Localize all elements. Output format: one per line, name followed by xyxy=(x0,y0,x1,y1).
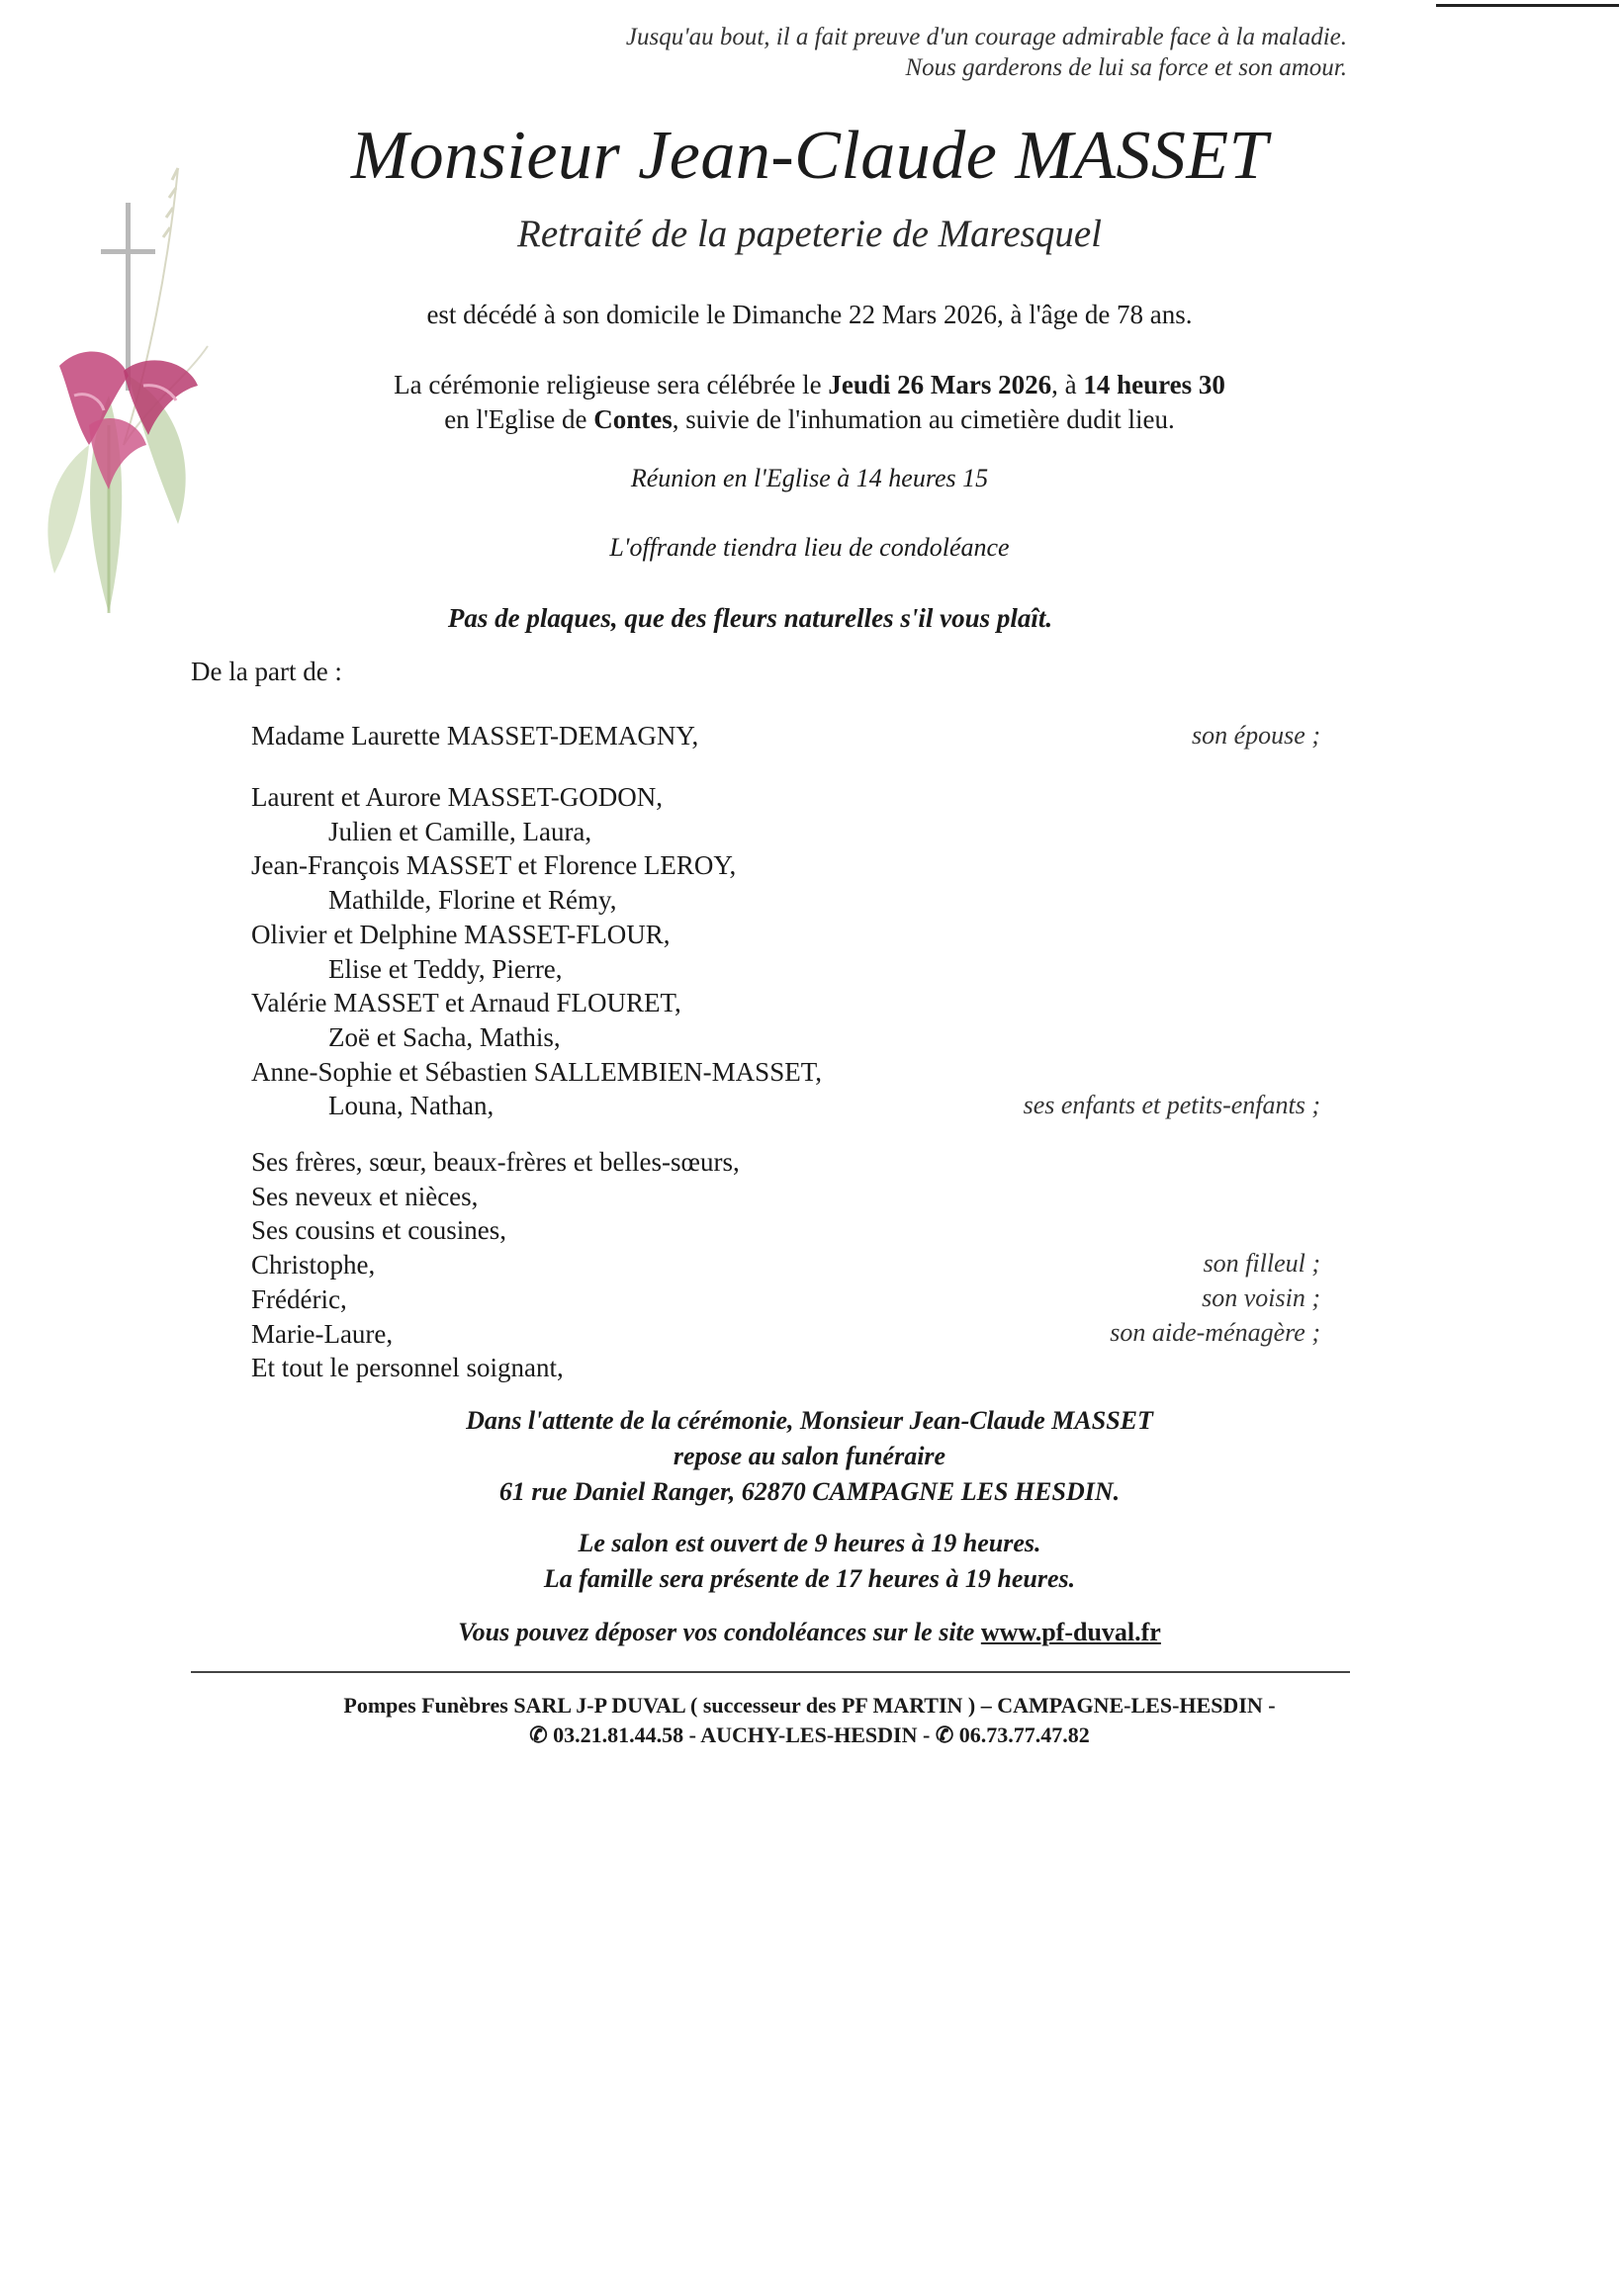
grandchildren-entry: Elise et Teddy, Pierre, xyxy=(328,954,563,984)
grandchildren-entry: Julien et Camille, Laura, xyxy=(328,817,592,846)
ceremony-place-suffix: , suivie de l'inhumation au cimetière dudit lieu. xyxy=(672,404,1175,434)
footer-line-2 xyxy=(0,1722,1619,1748)
offrande-text: L'offrande tiendra lieu de condoléance xyxy=(609,533,1010,562)
subtitle-profession: Retraité de la papeterie de Maresquel xyxy=(517,213,1102,255)
phone-icon: ✆ xyxy=(529,1722,548,1747)
quote-line-2: Nous garderons de lui sa force et son amour. xyxy=(905,54,1347,81)
condoleances-line xyxy=(0,1618,1619,1647)
grandchildren-entry: Zoë et Sacha, Mathis, xyxy=(328,1022,561,1052)
death-announcement: est décédé à son domicile le Dimanche 22 Mars 2026, à l'âge de 78 ans. xyxy=(426,300,1193,329)
condoleances-text: Vous pouvez déposer vos condoléances sur le site xyxy=(458,1618,981,1646)
child-entry: Olivier et Delphine MASSET-FLOUR, xyxy=(251,920,671,949)
grandchildren-entry: Mathilde, Florine et Rémy, xyxy=(328,885,617,915)
de-la-part-label: De la part de : xyxy=(191,657,342,686)
ceremony-line-1 xyxy=(0,370,1619,400)
footer-line-1: Pompes Funèbres SARL J-P DUVAL ( successeur des PF MARTIN ) – CAMPAGNE-LES-HESDIN - xyxy=(343,1693,1276,1718)
spouse-role: son épouse ; xyxy=(1192,721,1320,750)
relative-entry: Ses cousins et cousines, xyxy=(251,1215,506,1245)
relative-entry: Ses frères, sœur, beaux-frères et belles-sœurs, xyxy=(251,1147,740,1177)
child-entry: Laurent et Aurore MASSET-GODON, xyxy=(251,782,663,812)
quote-line-1: Jusqu'au bout, il a fait preuve d'un courage admirable face à la maladie. xyxy=(625,24,1347,50)
plaques-text: Pas de plaques, que des fleurs naturelles s'il vous plaît. xyxy=(447,603,1053,633)
salon-line-2: repose au salon funéraire xyxy=(673,1442,946,1470)
child-entry: Valérie MASSET et Arnaud FLOURET, xyxy=(251,988,681,1017)
ceremony-mid: , à xyxy=(1051,370,1084,399)
role-filleul: son filleul ; xyxy=(1203,1249,1320,1278)
child-entry: Jean-François MASSET et Florence LEROY, xyxy=(251,850,737,880)
relative-entry: Frédéric, xyxy=(251,1284,347,1314)
salon-line-4: Le salon est ouvert de 9 heures à 19 heures. xyxy=(578,1529,1041,1557)
salon-line-5: La famille sera présente de 17 heures à 19 heures. xyxy=(543,1564,1076,1593)
role-aide-menagere: son aide-ménagère ; xyxy=(1110,1318,1320,1347)
ceremony-line-2 xyxy=(0,404,1619,435)
footer-auchy: - AUCHY-LES-HESDIN - xyxy=(683,1722,936,1747)
relative-entry: Ses neveux et nièces, xyxy=(251,1182,479,1211)
ceremony-prefix: La cérémonie religieuse sera célébrée le xyxy=(394,370,829,399)
ceremony-hour: 14 heures 30 xyxy=(1083,370,1225,399)
phone-icon: ✆ xyxy=(935,1722,954,1747)
child-entry: Anne-Sophie et Sébastien SALLEMBIEN-MASSET, xyxy=(251,1057,822,1087)
children-role: ses enfants et petits-enfants ; xyxy=(1023,1091,1320,1119)
salon-line-3: 61 rue Daniel Ranger, 62870 CAMPAGNE LES HESDIN. xyxy=(498,1477,1121,1506)
website-link[interactable]: www.pf-duval.fr xyxy=(980,1618,1161,1646)
relative-entry: Et tout le personnel soignant, xyxy=(251,1353,564,1382)
relative-entry: Christophe, xyxy=(251,1250,376,1280)
phone-number-2[interactable]: 06.73.77.47.82 xyxy=(958,1722,1090,1747)
grandchildren-entry: Louna, Nathan, xyxy=(328,1091,495,1120)
phone-number-1[interactable]: 03.21.81.44.58 xyxy=(553,1722,684,1747)
ceremony-place-prefix: en l'Eglise de xyxy=(444,404,594,434)
footer-divider xyxy=(191,1671,1350,1673)
top-border-line xyxy=(1436,4,1619,7)
deceased-name-title: Monsieur Jean-Claude MASSET xyxy=(350,118,1269,194)
relative-entry: Marie-Laure, xyxy=(251,1319,394,1349)
reunion-text: Réunion en l'Eglise à 14 heures 15 xyxy=(630,464,989,492)
spouse-name: Madame Laurette MASSET-DEMAGNY, xyxy=(251,721,699,751)
role-voisin: son voisin ; xyxy=(1202,1283,1320,1312)
salon-line-1: Dans l'attente de la cérémonie, Monsieur Jean-Claude MASSET xyxy=(466,1406,1153,1435)
ceremony-place: Contes xyxy=(593,404,673,434)
ceremony-date: Jeudi 26 Mars 2026 xyxy=(828,370,1052,399)
